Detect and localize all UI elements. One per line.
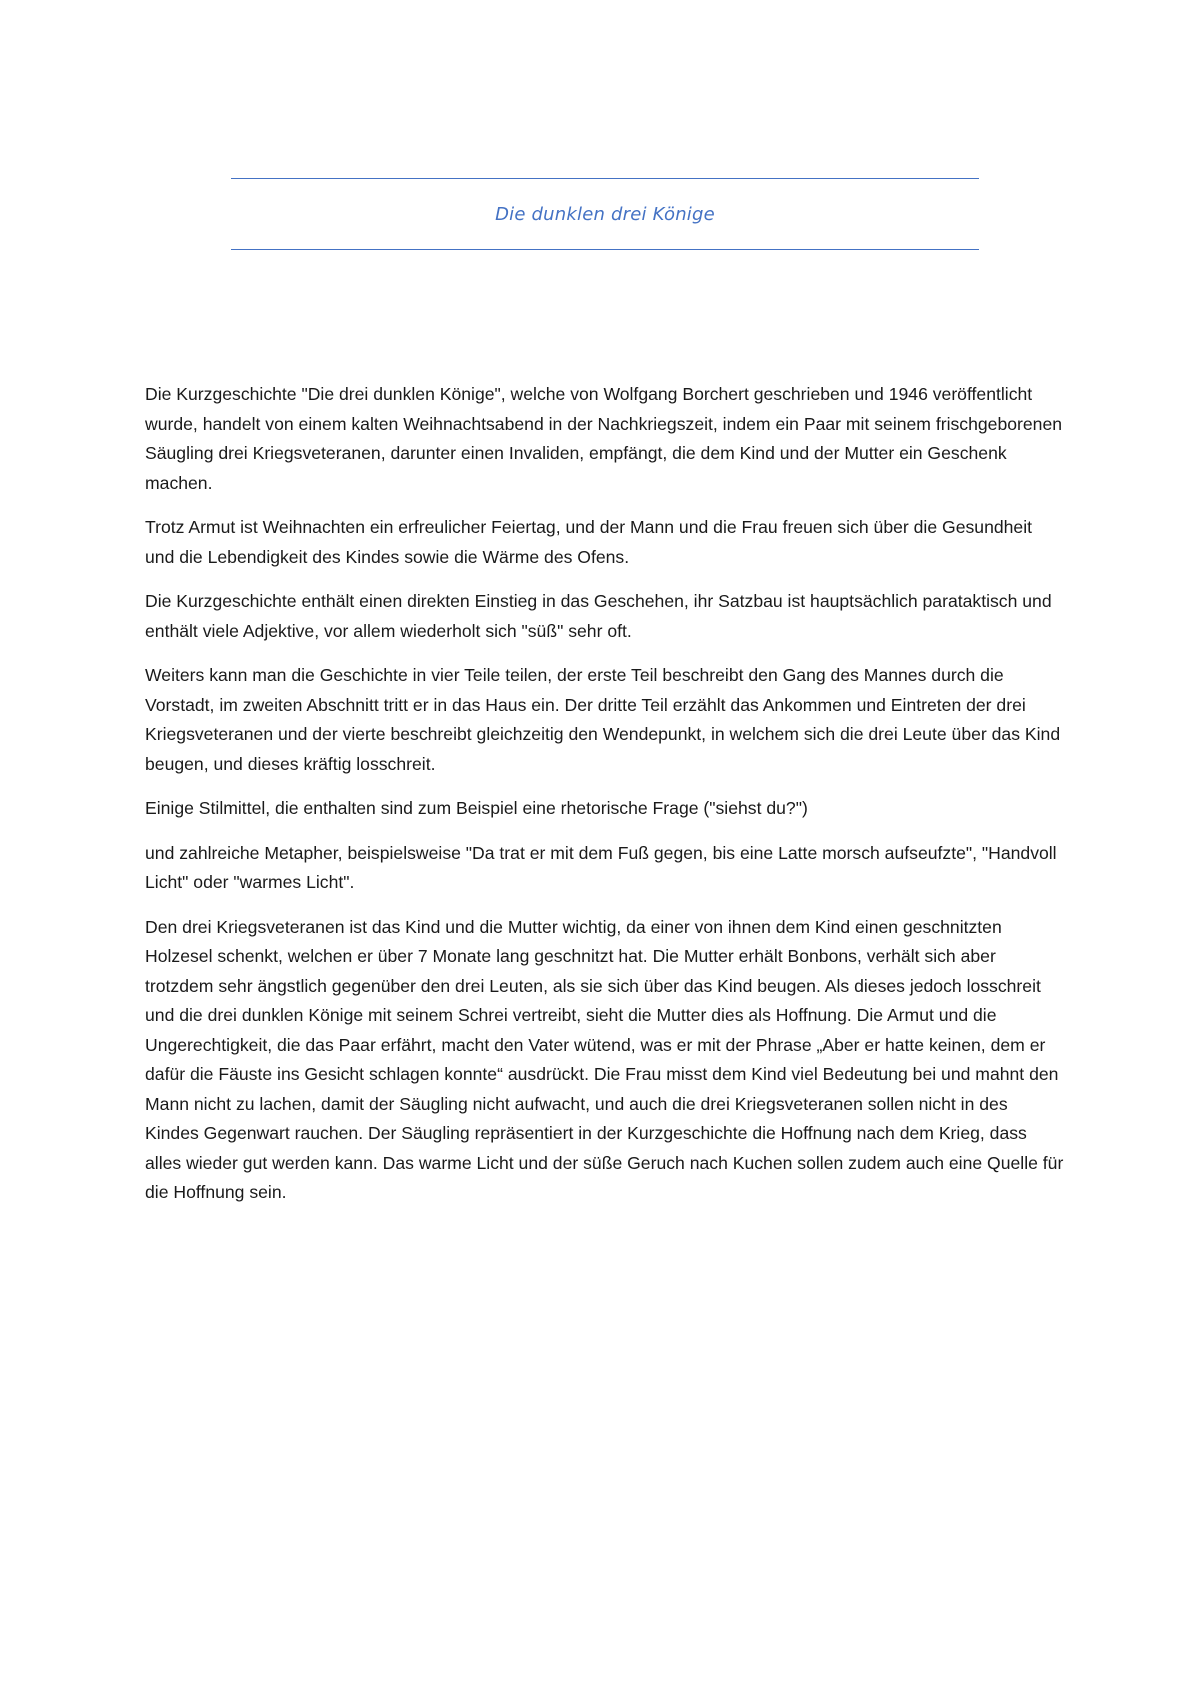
document-title: Die dunklen drei Könige [495,203,715,225]
paragraph-1: Die Kurzgeschichte "Die drei dunklen Könige", welche von Wolfgang Borchert geschrieben und 1946 veröffentlicht wurde, handelt von einem kalten Weihnachtsabend in der Nachkriegszeit, indem ein Paar mit seinem frischgeborenen Säugling drei Kriegsveteranen, darunter einen Invaliden, empfängt, die dem Kind und der Mutter ein Geschenk machen. [145,384,1063,493]
paragraph-2: Trotz Armut ist Weihnachten ein erfreulicher Feiertag, und der Mann und die Frau freuen sich über die Gesundheit und die Lebendigkeit des Kindes sowie die Wärme des Ofens. [145,517,1033,567]
paragraph-7: Den drei Kriegsveteranen ist das Kind und die Mutter wichtig, da einer von ihnen dem Kind einen geschnitzten Holzesel schenkt, welchen er über 7 Monate lang geschnitzt hat. Die Mutter erhält Bonbons, verhält sich aber trotzdem sehr ängstlich gegenüber den drei Leuten, als sie sich über das Kind beugen. Als dieses jedoch losschreit und die drei dunklen Könige mit seinem Schrei vertreibt, sieht die Mutter dies als Hoffnung. Die Armut und die Ungerechtigkeit, die das Paar erfährt, macht den Vater wütend, was er mit der Phrase „Aber er hatte keinen, dem er dafür die Fäuste ins Gesicht schlagen konnte“ ausdrückt. Die Frau misst dem Kind viel Bedeutung bei und mahnt den Mann nicht zu lachen, damit der Säugling nicht aufwacht, und auch die drei Kriegsveteranen sollen nicht in des Kindes Gegenwart rauchen. Der Säugling repräsentiert in der Kurzgeschichte die Hoffnung nach dem Krieg, dass alles wieder gut werden kann. Das warme Licht und der süße Geruch nach Kuchen sollen zudem auch eine Quelle für die Hoffnung sein. [145,916,1064,1202]
document-body [145,380,1065,1223]
title-block [231,178,979,250]
paragraph-5: Einige Stilmittel, die enthalten sind zum Beispiel eine rhetorische Frage ("siehst du?") [145,798,808,818]
paragraph-4: Weiters kann man die Geschichte in vier Teile teilen, der erste Teil beschreibt den Gang des Mannes durch die Vorstadt, im zweiten Abschnitt tritt er in das Haus ein. Der dritte Teil erzählt das Ankommen und Eintreten der drei Kriegsveteranen und der vierte beschreibt gleichzeitig den Wendepunkt, in welchem sich die drei Leute über das Kind beugen, und dieses kräftig losschreit. [145,665,1061,774]
paragraph-3: Die Kurzgeschichte enthält einen direkten Einstieg in das Geschehen, ihr Satzbau ist hauptsächlich parataktisch und enthält viele Adjektive, vor allem wiederholt sich "süß" sehr oft. [145,591,1052,641]
paragraph-6: und zahlreiche Metapher, beispielsweise "Da trat er mit dem Fuß gegen, bis eine Latte morsch aufseufzte", "Handvoll Licht" oder "warmes Licht". [145,842,1057,892]
